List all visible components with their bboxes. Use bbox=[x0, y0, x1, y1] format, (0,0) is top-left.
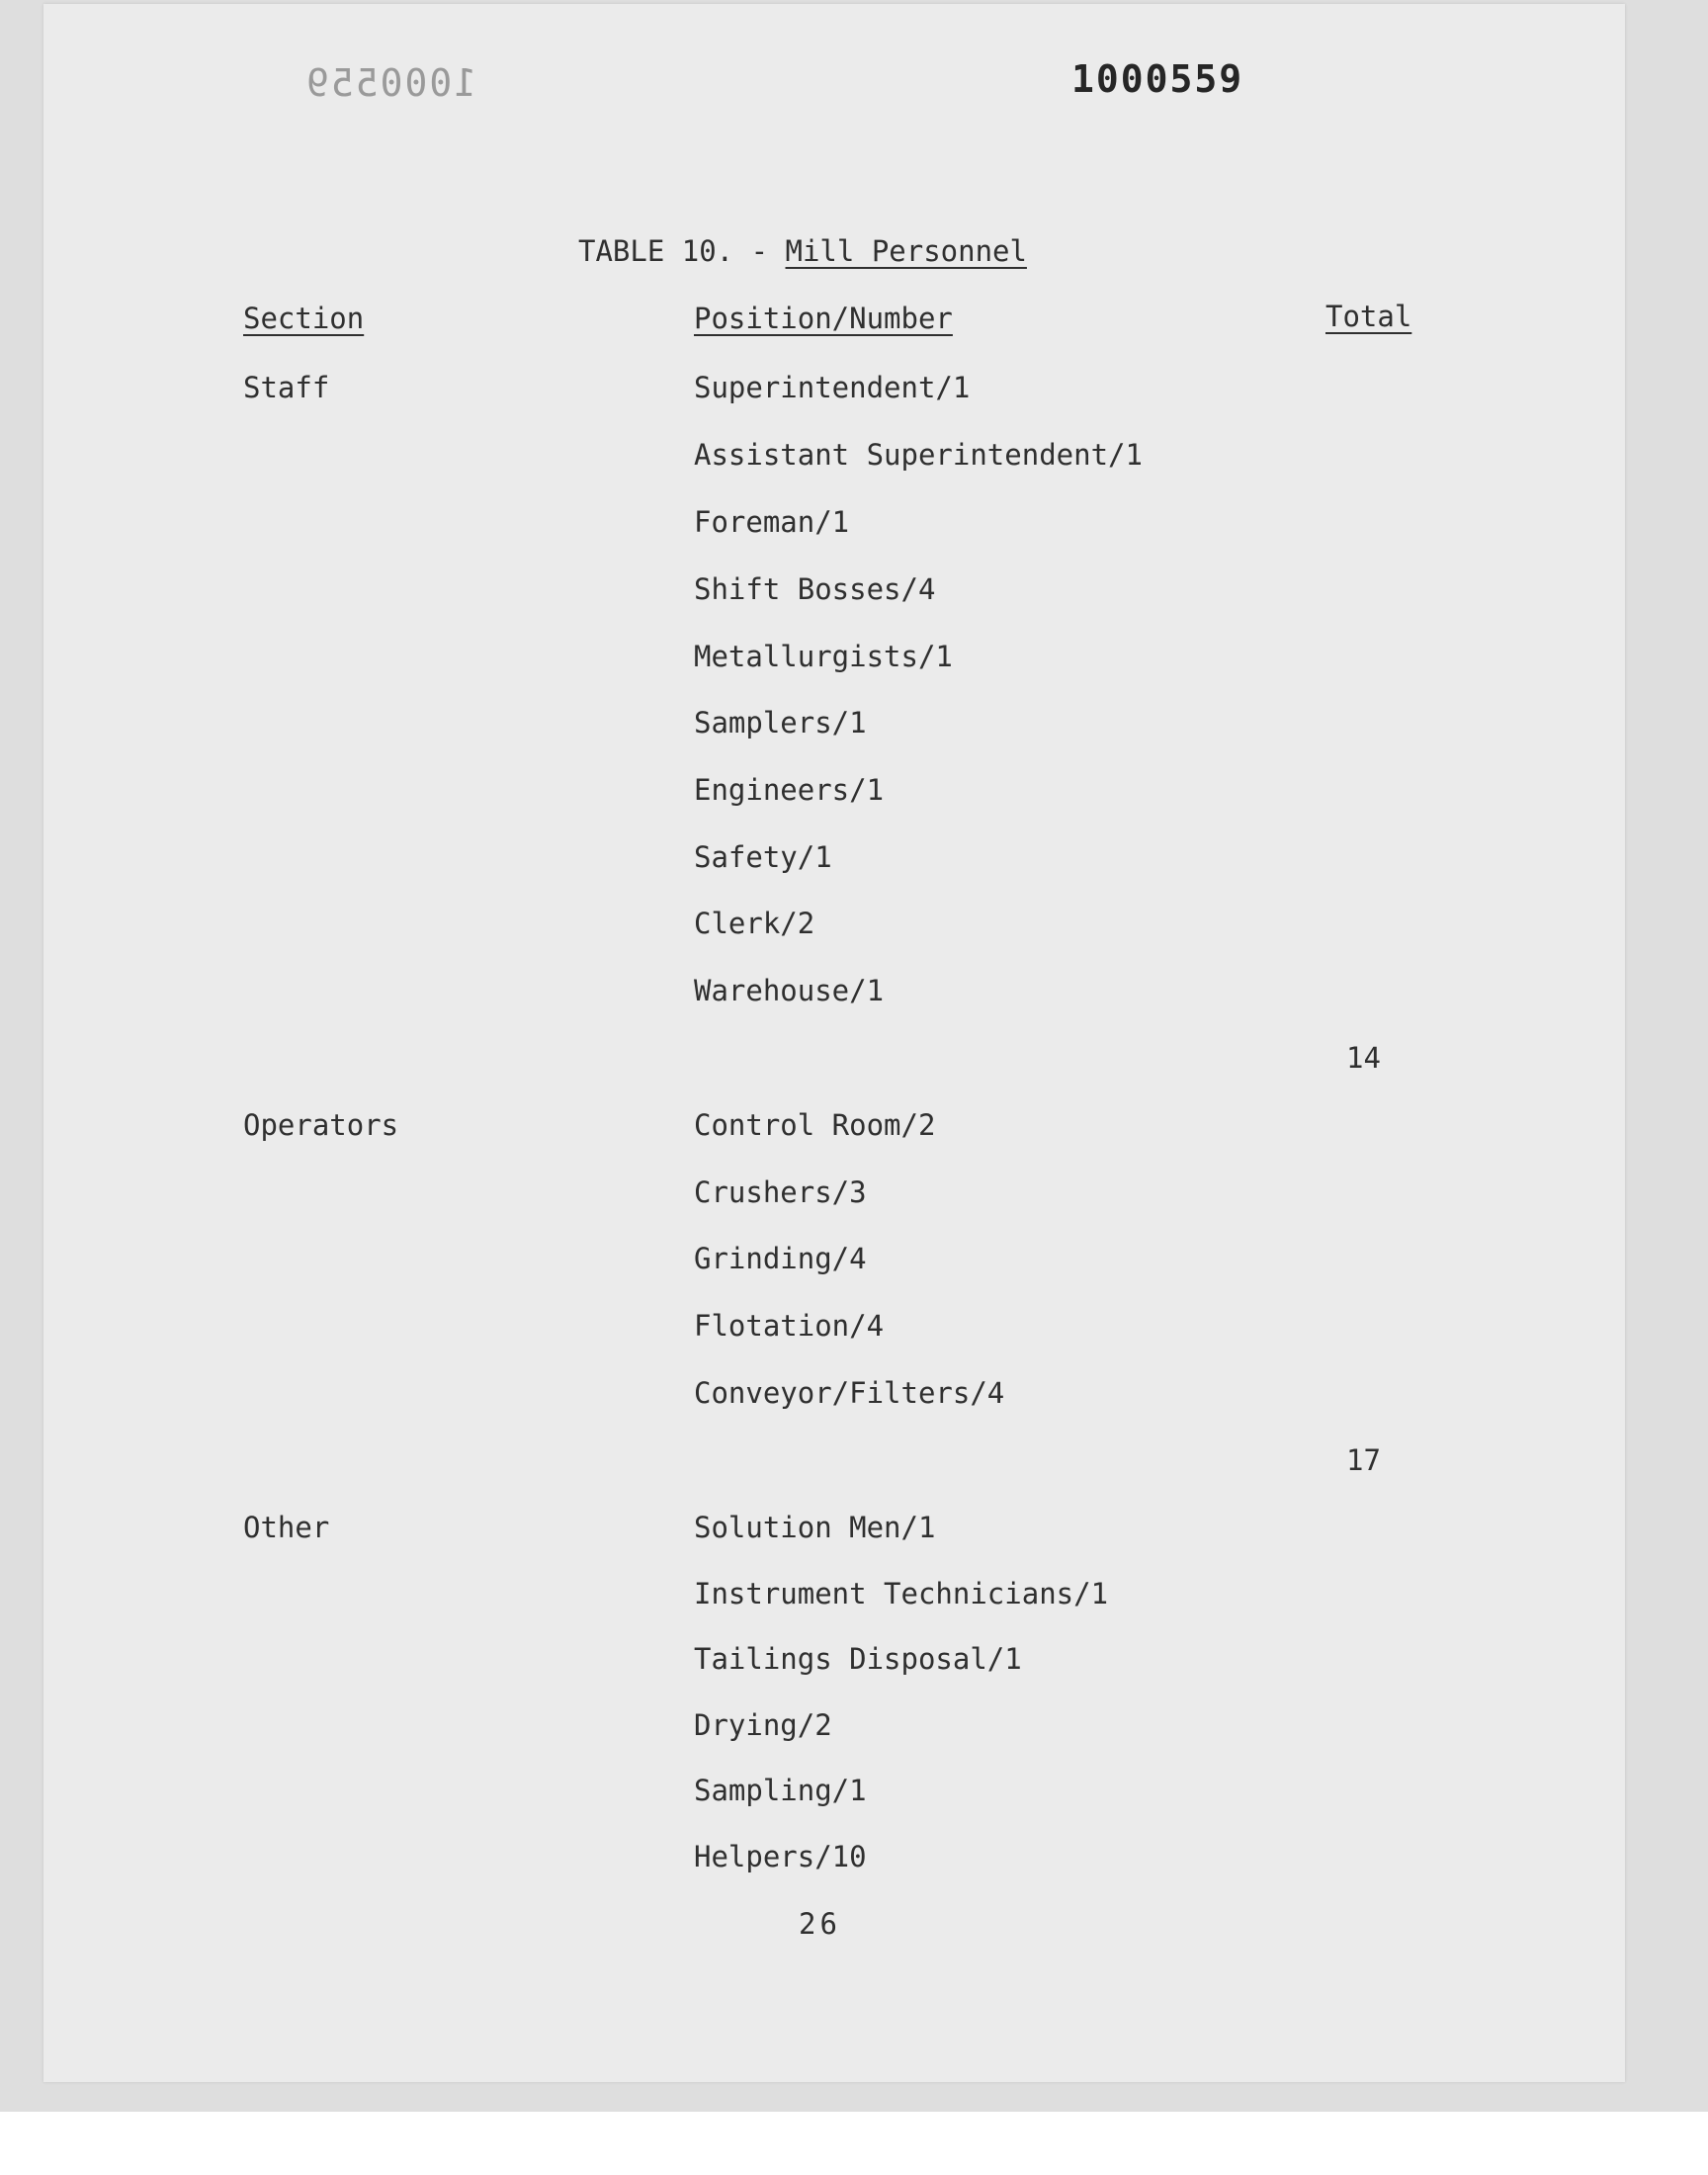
position-row: Assistant Superintendent/1 bbox=[694, 438, 1143, 472]
position-row: Foreman/1 bbox=[694, 505, 850, 539]
position-row: Superintendent/1 bbox=[694, 371, 971, 404]
position-row: Clerk/2 bbox=[694, 907, 815, 940]
table-title-main: Mill Personnel bbox=[785, 234, 1027, 268]
position-row: Tailings Disposal/1 bbox=[694, 1642, 1022, 1676]
position-row: Samplers/1 bbox=[694, 706, 867, 740]
position-row: Flotation/4 bbox=[694, 1309, 885, 1343]
position-row: Shift Bosses/4 bbox=[694, 572, 936, 606]
section-label-operators: Operators bbox=[243, 1108, 399, 1142]
document-stamp-number: 1000559 bbox=[1071, 57, 1244, 101]
page-number: 26 bbox=[799, 1907, 841, 1941]
header-section: Section bbox=[243, 302, 365, 335]
position-row: Crushers/3 bbox=[694, 1175, 867, 1209]
section-label-staff: Staff bbox=[243, 371, 330, 404]
position-row: Control Room/2 bbox=[694, 1108, 936, 1142]
position-row: Engineers/1 bbox=[694, 773, 885, 807]
position-row: Sampling/1 bbox=[694, 1774, 867, 1807]
total-operators: 17 bbox=[1346, 1443, 1381, 1477]
table-title bbox=[578, 233, 1027, 269]
table-title-prefix: TABLE 10. - bbox=[578, 234, 786, 268]
position-row: Instrument Technicians/1 bbox=[694, 1577, 1109, 1610]
position-row: Safety/1 bbox=[694, 840, 832, 874]
position-row: Grinding/4 bbox=[694, 1242, 867, 1275]
section-label-other: Other bbox=[243, 1511, 330, 1544]
total-staff: 14 bbox=[1346, 1041, 1381, 1075]
position-row: Drying/2 bbox=[694, 1708, 832, 1742]
position-row: Conveyor/Filters/4 bbox=[694, 1376, 1005, 1410]
ghost-stamp-number: 1000559 bbox=[304, 61, 477, 105]
header-total: Total bbox=[1325, 300, 1412, 333]
header-position: Position/Number bbox=[694, 302, 953, 335]
position-row: Warehouse/1 bbox=[694, 974, 885, 1007]
position-row: Metallurgists/1 bbox=[694, 640, 953, 673]
position-row: Helpers/10 bbox=[694, 1840, 867, 1873]
document-page bbox=[43, 4, 1625, 2082]
position-row: Solution Men/1 bbox=[694, 1511, 936, 1544]
